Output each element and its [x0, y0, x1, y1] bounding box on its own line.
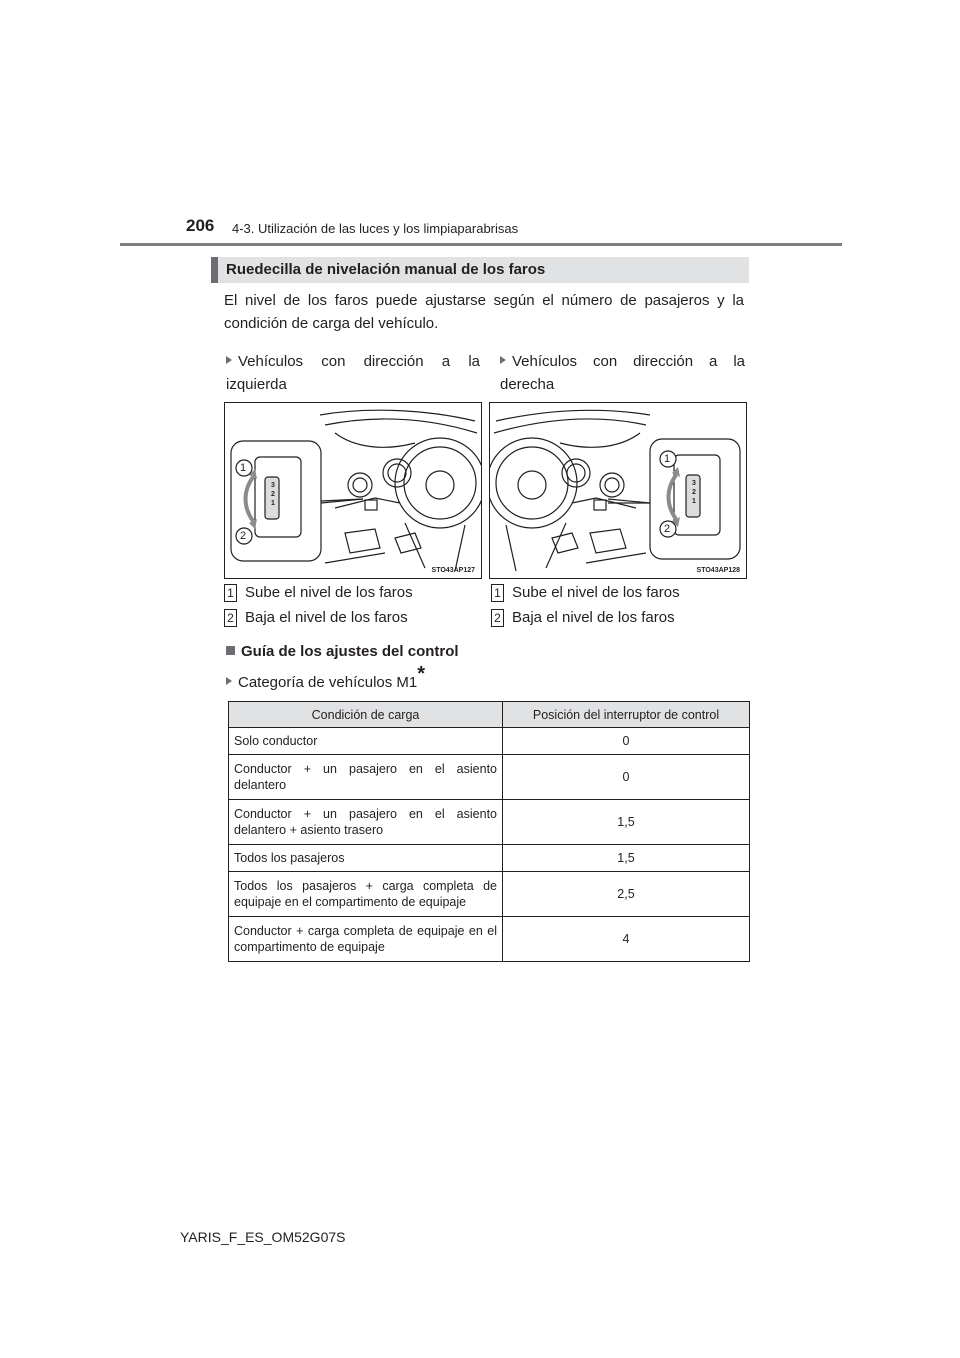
header-divider [120, 243, 842, 246]
right-item-list [491, 584, 680, 631]
callout-2: 2 [240, 530, 247, 542]
intro-paragraph: El nivel de los faros puede ajustarse según el número de pasajeros y la condición de carga del vehículo. [224, 292, 744, 332]
dashboard-drawing [490, 403, 746, 578]
image-code: STO43AP128 [696, 567, 740, 574]
triangle-bullet-icon [226, 677, 232, 685]
table-row [229, 728, 750, 755]
control-settings-table [228, 701, 750, 962]
header-load-condition: Condición de carga [229, 702, 503, 728]
table-row [229, 917, 750, 962]
item-text: Baja el nivel de los faros [512, 609, 675, 626]
load-condition-cell: Conductor + un pasajero en el asiento delantero + asiento trasero [229, 800, 503, 845]
page-number: 206 [186, 216, 215, 235]
table-row [229, 800, 750, 845]
list-item [224, 584, 413, 606]
section-title: Ruedecilla de nivelación manual de los faros [226, 261, 546, 278]
table-header-row [229, 702, 750, 728]
dashboard-drawing [225, 403, 481, 578]
category-heading [226, 663, 426, 693]
switch-position-cell: 0 [503, 755, 750, 800]
header-switch-position: Posición del interruptor de control [503, 702, 750, 728]
dial-number-1: 1 [692, 498, 696, 505]
guide-heading [226, 643, 459, 660]
dial-number-3: 3 [271, 482, 275, 489]
switch-position-cell: 2,5 [503, 872, 750, 917]
table-row [229, 845, 750, 872]
dial-number-2: 2 [271, 491, 275, 498]
callout-1: 1 [664, 453, 671, 465]
left-item-list [224, 584, 413, 631]
item-number: 1 [224, 584, 237, 602]
callout-2: 2 [664, 523, 671, 535]
chapter-title: 4-3. Utilización de las luces y los limpiaparabrisas [232, 221, 519, 236]
switch-position-cell: 0 [503, 728, 750, 755]
dial-number-2: 2 [692, 489, 696, 496]
image-code: STO43AP127 [431, 567, 475, 574]
table-row [229, 755, 750, 800]
load-condition-cell: Todos los pasajeros + carga completa de equipaje en el compartimento de equipaje [229, 872, 503, 917]
load-condition-cell: Conductor + carga completa de equipaje en el compartimento de equipaje [229, 917, 503, 962]
item-number: 1 [491, 584, 504, 602]
section-bar-accent [211, 257, 218, 283]
switch-position-cell: 4 [503, 917, 750, 962]
item-number: 2 [491, 609, 504, 627]
right-hand-drive-label: Vehículos con dirección a la derecha [500, 353, 745, 393]
dial-number-1: 1 [271, 500, 275, 507]
list-item [491, 584, 680, 606]
switch-position-cell: 1,5 [503, 845, 750, 872]
callout-1: 1 [240, 462, 247, 474]
right-hand-drive-illustration [489, 402, 747, 579]
square-bullet-icon [226, 646, 235, 655]
document-code: YARIS_F_ES_OM52G07S [180, 1229, 346, 1245]
item-text: Sube el nivel de los faros [512, 584, 680, 601]
footnote-mark: * [417, 663, 426, 685]
triangle-bullet-icon [226, 356, 232, 364]
left-hand-drive-illustration [224, 402, 482, 579]
switch-position-cell: 1,5 [503, 800, 750, 845]
item-text: Baja el nivel de los faros [245, 609, 408, 626]
left-hand-drive-heading [226, 350, 480, 396]
load-condition-cell: Conductor + un pasajero en el asiento delantero [229, 755, 503, 800]
triangle-bullet-icon [500, 356, 506, 364]
list-item [491, 609, 680, 631]
dial-number-3: 3 [692, 480, 696, 487]
load-condition-cell: Todos los pasajeros [229, 845, 503, 872]
list-item [224, 609, 413, 631]
left-hand-drive-label: Vehículos con dirección a la izquierda [226, 353, 480, 393]
item-text: Sube el nivel de los faros [245, 584, 413, 601]
guide-title: Guía de los ajustes del control [241, 643, 459, 660]
table-row [229, 872, 750, 917]
load-condition-cell: Solo conductor [229, 728, 503, 755]
category-label: Categoría de vehículos M1 [238, 674, 418, 691]
item-number: 2 [224, 609, 237, 627]
right-hand-drive-heading [500, 350, 745, 396]
section-title-bar [211, 257, 749, 283]
